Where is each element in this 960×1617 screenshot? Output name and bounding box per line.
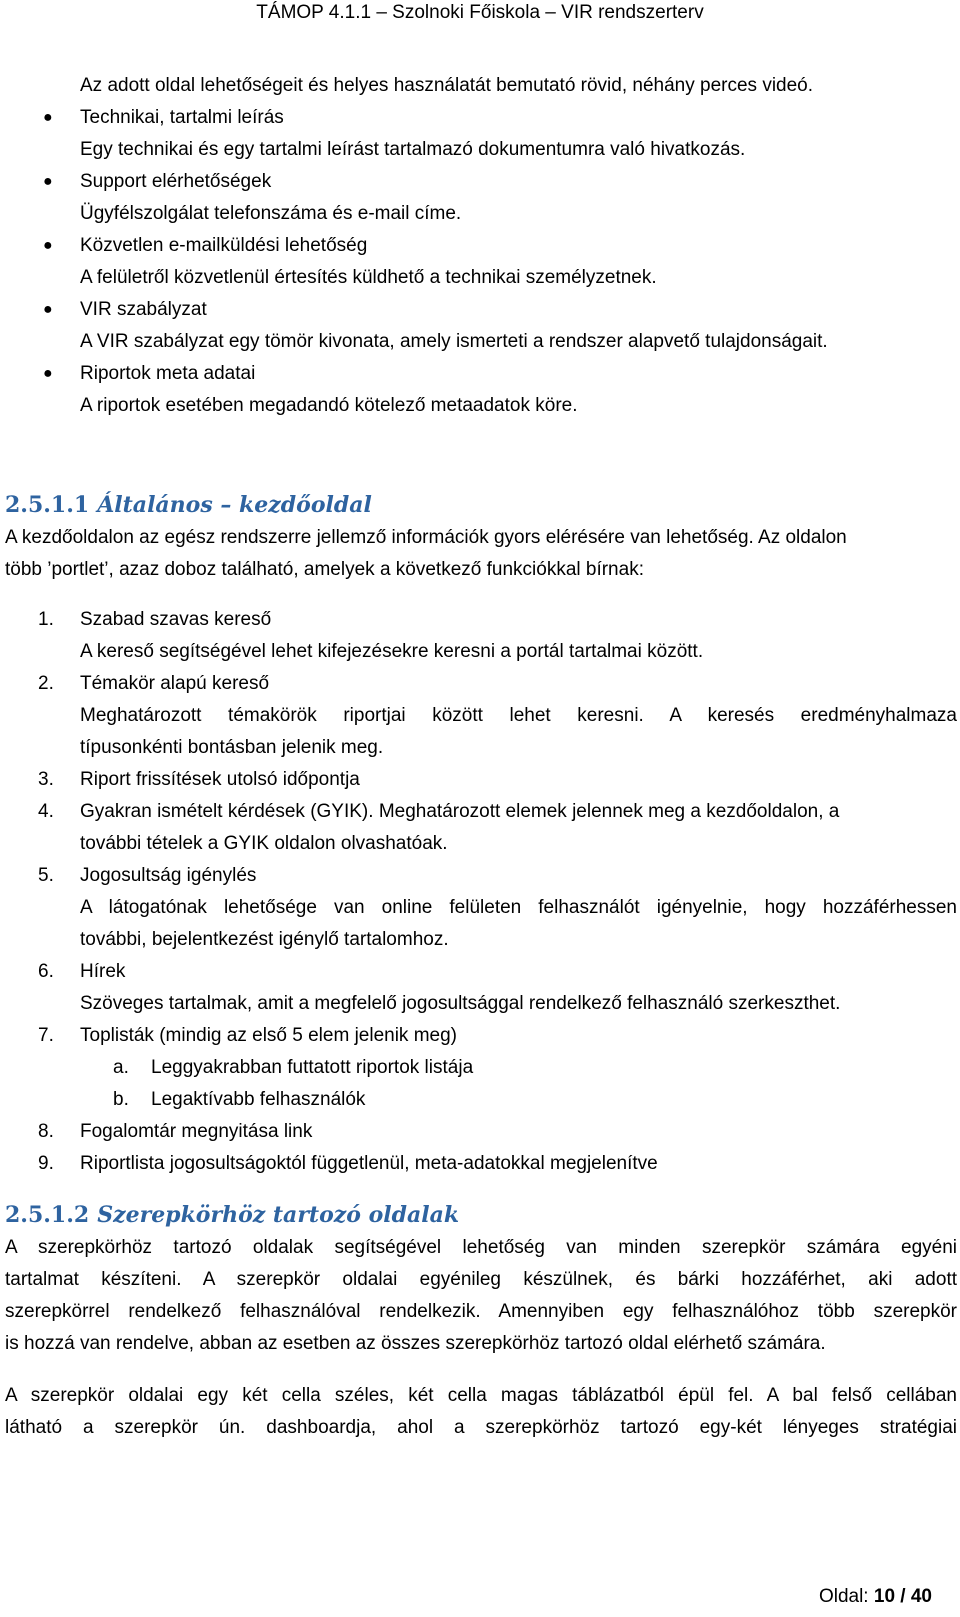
page-body (5, 70, 957, 1444)
item-desc: további tételek a GYIK oldalon olvashatóak. (80, 833, 448, 854)
bullet-icon: ● (43, 301, 53, 318)
list-item (5, 1116, 957, 1148)
item-letter: b. (113, 1089, 129, 1110)
item-number: 7. (38, 1025, 54, 1046)
paragraph-line: tartalmat készíteni. A szerepkör oldalai egyénileg készülnek, és bárki hozzáférhet, aki adott (5, 1269, 957, 1290)
bullet-icon: ● (43, 237, 53, 254)
paragraph (5, 1380, 957, 1444)
list-item (5, 860, 957, 956)
item-title: Legaktívabb felhasználók (151, 1089, 366, 1110)
paragraph-line: A szerepkör oldalai egy két cella széles, két cella magas táblázatból épül fel. A bal felső cellában (5, 1385, 957, 1406)
page-footer (819, 1586, 932, 1608)
paragraph-line: több ’portlet’, azaz doboz található, amelyek a következő funkciókkal bírnak: (5, 559, 644, 580)
list-item (5, 796, 957, 860)
paragraph (5, 1232, 957, 1360)
item-desc: további, bejelentkezést igénylő tartalomhoz. (80, 929, 449, 950)
item-title: Fogalomtár megnyitása link (80, 1121, 313, 1142)
list-item (5, 668, 957, 764)
section-number: 2.5.1.1 (5, 492, 90, 518)
item-title: Jogosultság igénylés (80, 865, 257, 886)
section-number: 2.5.1.2 (5, 1202, 90, 1228)
item-number: 5. (38, 865, 54, 886)
bullet-icon: ● (43, 173, 53, 190)
page-separator: / (900, 1586, 906, 1607)
item-desc: A kereső segítségével lehet kifejezésekre keresni a portál tartalmai között. (80, 641, 704, 662)
list-item (5, 358, 957, 422)
sub-list-item (5, 1052, 957, 1084)
item-number: 3. (38, 769, 54, 790)
bullet-icon: ● (43, 109, 53, 126)
sub-list-item (5, 1084, 957, 1116)
section-heading-role-pages (5, 1198, 957, 1232)
paragraph-line: A kezdőoldalon az egész rendszerre jellemző információk gyors elérésére van lehetőség. Az oldalon (5, 527, 847, 548)
item-title: Support elérhetőségek (80, 171, 272, 192)
item-title: Közvetlen e-mailküldési lehetőség (80, 235, 368, 256)
item-title: Szabad szavas kereső (80, 609, 272, 630)
item-title: Technikai, tartalmi leírás (80, 107, 284, 128)
list-item (5, 166, 957, 230)
item-title: Témakör alapú kereső (80, 673, 270, 694)
item-desc: Ügyfélszolgálat telefonszáma és e-mail címe. (80, 203, 462, 224)
item-number: 1. (38, 609, 54, 630)
item-number: 8. (38, 1121, 54, 1142)
item-number: 2. (38, 673, 54, 694)
item-desc: típusonkénti bontásban jelenik meg. (80, 737, 384, 758)
item-title: Riportok meta adatai (80, 363, 256, 384)
item-title: Riport frissítések utolsó időpontja (80, 769, 360, 790)
list-item (5, 230, 957, 294)
item-number: 4. (38, 801, 54, 822)
item-number: 6. (38, 961, 54, 982)
page-total: 40 (910, 1586, 932, 1607)
item-desc: A VIR szabályzat egy tömör kivonata, amely ismerteti a rendszer alapvető tulajdonságait. (80, 331, 828, 352)
item-desc: A felületről közvetlenül értesítés küldhető a technikai személyzetnek. (80, 267, 657, 288)
item-title: Leggyakrabban futtatott riportok listája (151, 1057, 474, 1078)
section-heading-general (5, 488, 957, 522)
list-item (5, 1020, 957, 1052)
list-item (5, 764, 957, 796)
page-current: 10 (873, 1586, 896, 1607)
paragraph-line: A szerepkörhöz tartozó oldalak segítségével lehetőség van minden szerepkör számára egyéni (5, 1237, 957, 1258)
item-desc: A látogatónak lehetősége van online felületen felhasználót igényelnie, hogy hozzáférhessen (80, 897, 957, 918)
list-item (5, 294, 957, 358)
running-header: TÁMOP 4.1.1 – Szolnoki Főiskola – VIR rendszerterv (256, 2, 704, 23)
list-item (5, 604, 957, 668)
list-item (5, 956, 957, 1020)
item-title: Hírek (80, 961, 126, 982)
item-title: Riportlista jogosultságoktól függetlenül, meta-adatokkal megjelenítve (80, 1153, 658, 1174)
item-desc: Egy technikai és egy tartalmi leírást tartalmazó dokumentumra való hivatkozás. (80, 139, 746, 160)
item-desc: Meghatározott témakörök riportjai között lehet keresni. A keresés eredményhalmaza (80, 705, 957, 726)
paragraph-line: látható a szerepkör ún. dashboardja, ahol a szerepkörhöz tartozó egy-két lényeges stratégiai (5, 1417, 957, 1438)
bullet-icon: ● (43, 365, 53, 382)
item-title: VIR szabályzat (80, 299, 207, 320)
intro-line: Az adott oldal lehetőségeit és helyes használatát bemutató rövid, néhány perces videó. (80, 75, 814, 96)
numbered-list (5, 604, 957, 1180)
section-title: Általános – kezdőoldal (97, 492, 372, 518)
item-title: Toplisták (mindig az első 5 elem jelenik meg) (80, 1025, 457, 1046)
item-desc: A riportok esetében megadandó kötelező metaadatok köre. (80, 395, 578, 416)
list-item (5, 1148, 957, 1180)
page-label: Oldal: (818, 1586, 869, 1607)
item-letter: a. (113, 1057, 129, 1078)
list-item (5, 102, 957, 166)
section-title: Szerepkörhöz tartozó oldalak (97, 1202, 460, 1228)
item-desc: Szöveges tartalmak, amit a megfelelő jogosultsággal rendelkező felhasználó szerkeszthet. (80, 993, 841, 1014)
item-title: Gyakran ismételt kérdések (GYIK). Meghatározott elemek jelennek meg a kezdőoldalon, a (80, 801, 840, 822)
bullet-list (5, 102, 957, 422)
item-number: 9. (38, 1153, 54, 1174)
paragraph-line: szerepkörrel rendelkező felhasználóval rendelkezik. Amennyiben egy felhasználóhoz több szerepkör (5, 1301, 957, 1322)
paragraph-line: is hozzá van rendelve, abban az esetben az összes szerepkörhöz tartozó oldal elérhető számára. (5, 1333, 826, 1354)
